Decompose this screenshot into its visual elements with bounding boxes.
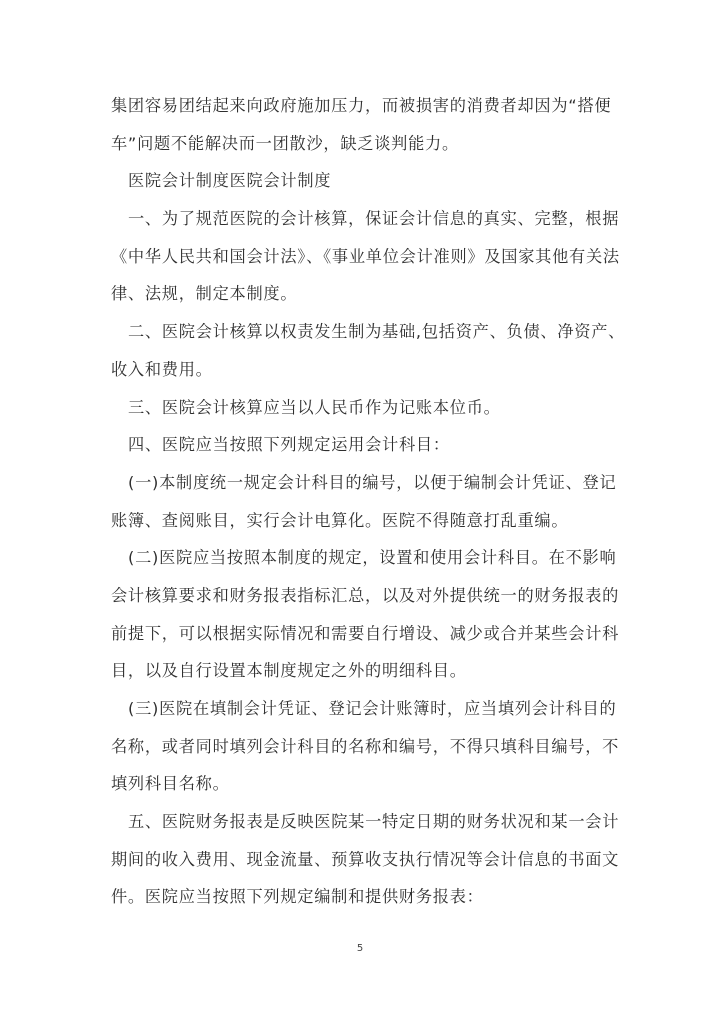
text-line: 车”问题不能解决而一团散沙，缺乏谈判能力。 bbox=[111, 133, 459, 153]
text-line: (二)医院应当按照本制度的规定，设置和使用会计科目。在不影响 bbox=[128, 548, 617, 568]
text-line: 名称，或者同时填列会计科目的名称和编号，不得只填科目编号，不 bbox=[111, 736, 620, 756]
text-line: 五、医院财务报表是反映医院某一特定日期的财务状况和某一会计 bbox=[128, 812, 620, 832]
text-line: 三、医院会计核算应当以人民币作为记账本位币。 bbox=[128, 397, 501, 417]
text-line: 期间的收入费用、现金流量、预算收支执行情况等会计信息的书面文 bbox=[111, 849, 620, 869]
text-line: 二、医院会计核算以权责发生制为基础,包括资产、负债、净资产、 bbox=[128, 322, 626, 342]
text-line: 件。医院应当按照下列规定编制和提供财务报表： bbox=[111, 887, 484, 907]
text-line: 《中华人民共和国会计法》、《事业单位会计准则》及国家其他有关法 bbox=[111, 246, 620, 266]
text-line: 会计核算要求和财务报表指标汇总，以及对外提供统一的财务报表的 bbox=[111, 585, 620, 605]
text-line: 收入和费用。 bbox=[111, 359, 213, 379]
text-line: 账簿、查阅账目，实行会计电算化。医院不得随意打乱重编。 bbox=[111, 510, 569, 530]
text-line: 四、医院应当按照下列规定运用会计科目： bbox=[128, 435, 450, 455]
text-line: 一、为了规范医院的会计核算，保证会计信息的真实、完整，根据 bbox=[128, 209, 620, 229]
text-line: 前提下，可以根据实际情况和需要自行增设、减少或合并某些会计科 bbox=[111, 623, 620, 643]
text-line: 目，以及自行设置本制度规定之外的明细科目。 bbox=[111, 661, 467, 681]
text-line: 集团容易团结起来向政府施加压力，而被损害的消费者却因为“搭便 bbox=[111, 96, 612, 115]
text-line: 律、法规，制定本制度。 bbox=[111, 284, 298, 304]
text-line: (一)本制度统一规定会计科目的编号，以便于编制会计凭证、登记 bbox=[128, 472, 617, 492]
text-line: (三)医院在填制会计凭证、登记会计账簿时，应当填列会计科目的 bbox=[128, 699, 617, 718]
text-line: 填列科目名称。 bbox=[111, 774, 230, 794]
page-number: 5 bbox=[356, 943, 364, 954]
section-heading: 医院会计制度医院会计制度 bbox=[128, 171, 332, 191]
body-text bbox=[111, 91, 626, 920]
